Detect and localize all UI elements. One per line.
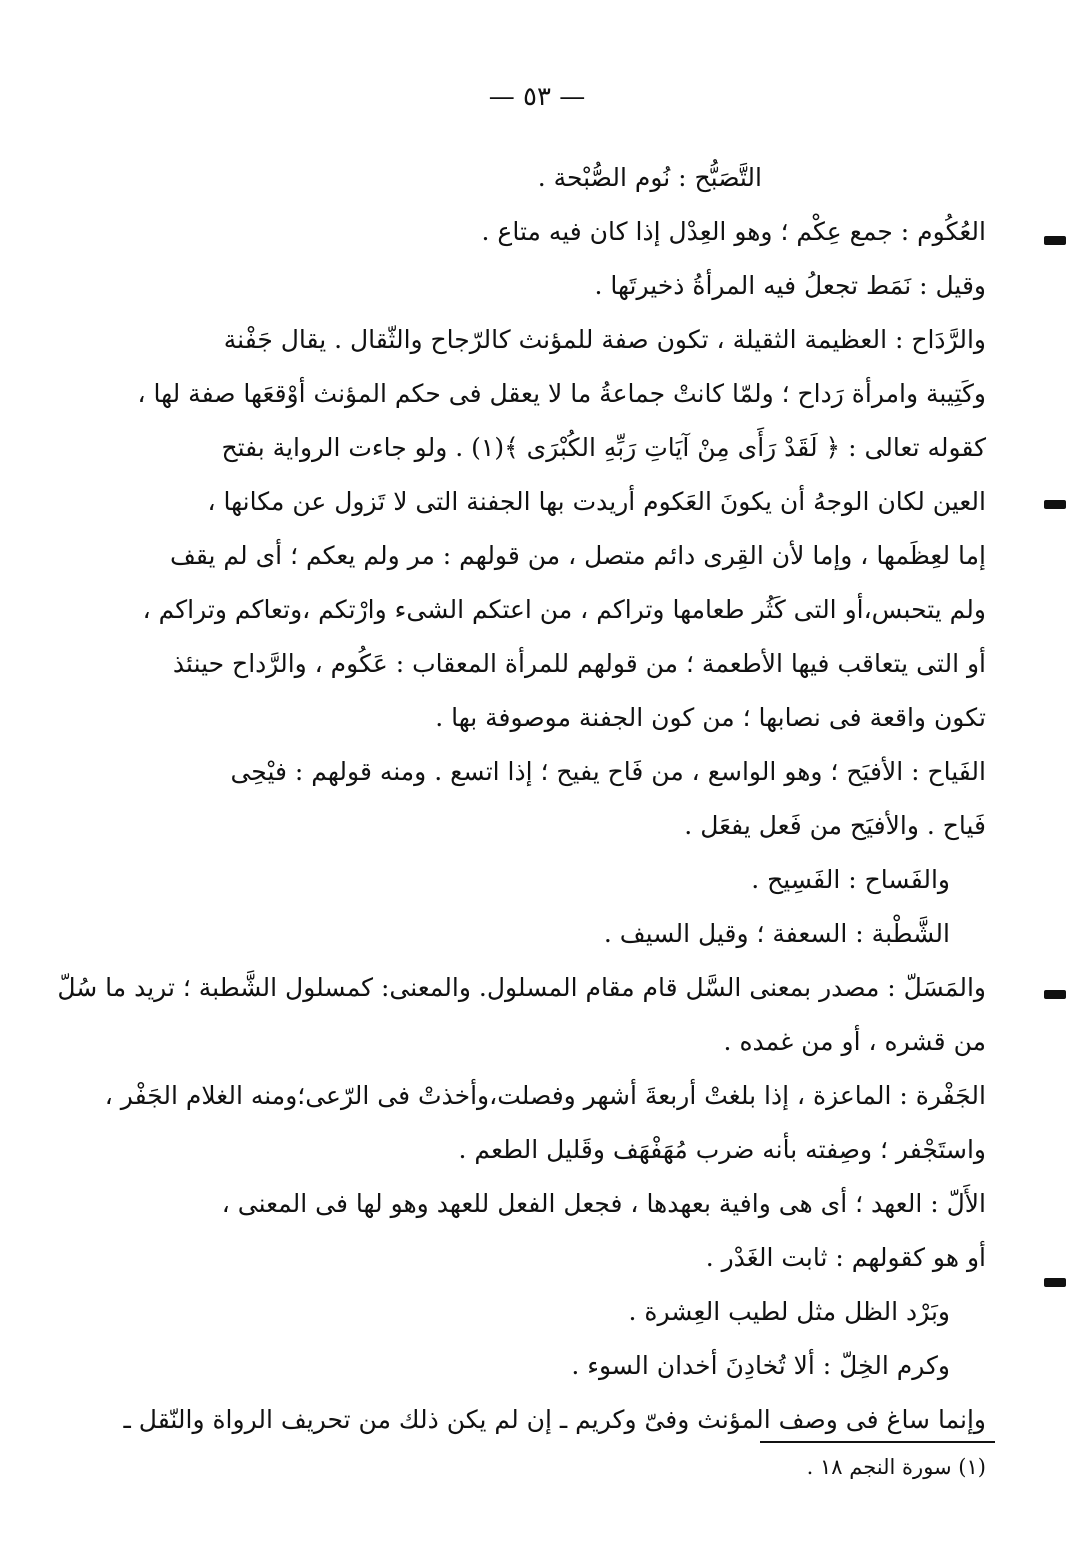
text-line: أو التى يتعاقب فيها الأطعمة ؛ من قولهم للمرأة المعقاب : عَكُوم ، والرَّداح حينئذ bbox=[172, 649, 986, 678]
text-line: من قشره ، أو من غمده . bbox=[723, 1027, 986, 1056]
text-line: ولم يتحبس،أو التى كَثُر طعامها وتراكم ، من اعتكم الشىء وارْتكم ،وتعاكم وتراكم ، bbox=[142, 595, 986, 624]
text-line: العين لكان الوجهُ أن يكونَ العَكوم أريدت بها الجفنة التى لا تَزول عن مكانها ، bbox=[207, 487, 986, 516]
text-line: الشَّطْبة : السعفة ؛ وقيل السيف . bbox=[603, 919, 950, 948]
text-line: التَّصَبُّح : نُوم الصُّبْحة . bbox=[537, 163, 762, 192]
text-line: الأَلّ : العهد ؛ أى هى وافية بعهدها ، فجعل الفعل للعهد وهو لها فى المعنى ، bbox=[221, 1189, 986, 1218]
text-line: أو هو كقولهم : ثابت الغَدْر . bbox=[705, 1243, 986, 1272]
text-line: والمَسَلّ : مصدر بمعنى السَّل قام مقام المسلول. والمعنى: كمسلول الشَّطبة ؛ تريد ما سُلّ bbox=[57, 973, 986, 1002]
text-line: العُكُوم : جمع عِكْم ؛ وهو العِدْل إذا كان فيه متاع . bbox=[481, 217, 986, 246]
text-line: والفَساح : الفَسِيح . bbox=[751, 865, 950, 894]
text-line: فَياح . والأفيَح من فَعل يفعَل . bbox=[684, 811, 986, 840]
edge-mark bbox=[1044, 1278, 1066, 1287]
footnote-rule bbox=[760, 1441, 995, 1443]
text-line: وبَرْد الظل مثل لطيب العِشرة . bbox=[628, 1297, 950, 1326]
text-line: وكرم الخِلّ : ألا تُخادِنَ أخدان السوء . bbox=[571, 1351, 950, 1380]
text-line: كقوله تعالى : ﴿ لَقَدْ رَأَى مِنْ آيَاتِ رَبِّهِ الكُبْرَى ﴾(١) . ولو جاءت الرواية بفتح bbox=[221, 433, 986, 462]
text-line: وقيل : نَمَط تجعلُ فيه المرأةُ ذخيرتَها . bbox=[594, 271, 986, 300]
edge-mark bbox=[1044, 990, 1066, 999]
text-line: تكون واقعة فى نصابها ؛ من كون الجفنة موصوفة بها . bbox=[435, 703, 986, 732]
text-line: وإنما ساغ فى وصف المؤنث وفىّ وكريم ـ إن لم يكن ذلك من تحريف الرواة والنّقل ـ bbox=[123, 1405, 986, 1434]
text-line: وكَتِيبة وامرأة رَداح ؛ ولمّا كانتْ جماعةُ ما لا يعقل فى حكم المؤنث أوْقعَها صفة لها ، bbox=[137, 379, 986, 408]
edge-mark bbox=[1044, 236, 1066, 245]
text-line: الجَفْرة : الماعزة ، إذا بلغتْ أربعةَ أشهر وفصلت،وأخذتْ فى الرّعى؛ومنه الغلام الجَفْر ، bbox=[104, 1081, 986, 1110]
edge-mark bbox=[1044, 500, 1066, 509]
footnote: (١) سورة النجم ١٨ . bbox=[806, 1455, 986, 1479]
text-line: الفَياح : الأفيَح ؛ وهو الواسع ، من فَاح يفيح ؛ إذا اتسع . ومنه قولهم : فيْحِى bbox=[230, 757, 986, 786]
page-number: — ٥٣ — bbox=[488, 82, 586, 112]
text-line: واستَجْفر ؛ وصِفته بأنه ضرب مُهَفْهَف وقَليل الطعم . bbox=[458, 1135, 986, 1164]
text-line: والرَّدَاح : العظيمة الثقيلة ، تكون صفة للمؤنث كالرّجاح والثّقال . يقال جَفْنة bbox=[223, 325, 986, 354]
text-line: إما لعِظَمها ، وإما لأن القِرى دائم متصل ، من قولهم : مر ولم يعكم ؛ أى لم يقف bbox=[169, 541, 986, 570]
